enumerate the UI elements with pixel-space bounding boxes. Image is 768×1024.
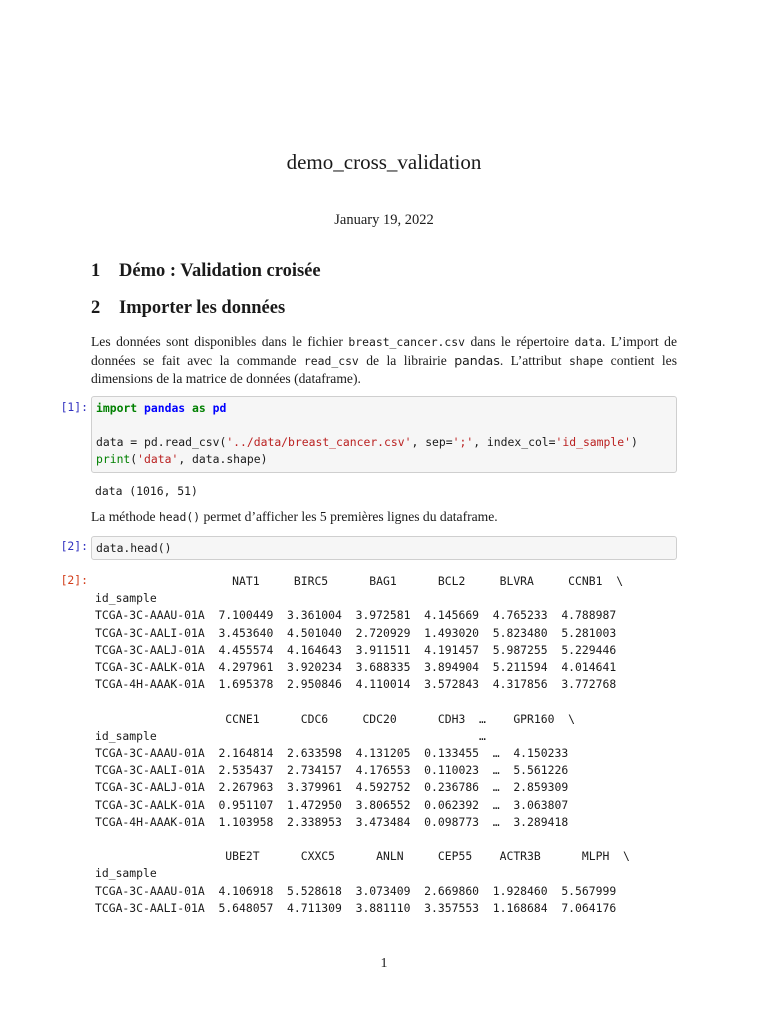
text: permet d’afficher les 5 premières lignes du dataframe. [200, 509, 498, 524]
output-line: TCGA-3C-AAAU-01A 4.106918 5.528618 3.073409 2.669860 1.928460 5.567999 [95, 883, 617, 898]
code-cell-2[interactable] [91, 536, 677, 560]
output-line: TCGA-3C-AAAU-01A 7.100449 3.361004 3.972581 4.145669 4.765233 4.788987 [95, 608, 617, 623]
text: La méthode [91, 509, 159, 524]
section-title: Importer les données [119, 298, 286, 318]
module-name: pandas [144, 401, 186, 415]
code-text: , index_col= [473, 435, 556, 449]
code-block [92, 397, 676, 471]
bold-text: pandas [454, 352, 500, 368]
output-line: TCGA-3C-AALI-01A 3.453640 4.501040 2.720929 1.493020 5.823480 5.281003 [95, 625, 617, 640]
output-line: NAT1 BIRC5 BAG1 BCL2 BLVRA CCNB1 \ [95, 574, 624, 588]
intro-paragraph [91, 333, 677, 389]
builtin-function: print [96, 452, 131, 466]
string-literal: ';' [452, 435, 474, 449]
output-line: CCNE1 CDC6 CDC20 CDH3 … GPR160 \ [95, 711, 576, 726]
string-literal: 'id_sample' [555, 435, 631, 449]
inline-code: read_csv [303, 353, 359, 368]
document-title: demo_cross_validation [286, 150, 482, 174]
output-line: id_sample [95, 866, 157, 881]
string-literal: 'data' [137, 452, 179, 466]
string-literal: '../data/breast_cancer.csv' [226, 435, 412, 449]
inline-code: breast_cancer.csv [348, 335, 465, 349]
output-line: TCGA-3C-AALJ-01A 4.455574 4.164643 3.911511 4.191457 5.987255 5.229446 [95, 642, 617, 657]
code-text: data = pd.read_csv( [96, 435, 227, 449]
output-line: TCGA-4H-AAAK-01A 1.695378 2.950846 4.110014 3.572843 4.317856 3.772768 [95, 677, 617, 692]
output-line: id_sample [95, 591, 157, 606]
text: . L’attribut [499, 352, 569, 368]
inline-code: data [574, 335, 602, 349]
section-number: 1 [91, 261, 101, 281]
head-paragraph [91, 509, 498, 525]
output-line: TCGA-3C-AALI-01A 5.648057 4.711309 3.881110 3.357553 1.168684 7.064176 [95, 900, 617, 915]
input-prompt: [2]: [60, 539, 88, 553]
output-line: TCGA-3C-AAAU-01A 2.164814 2.633598 4.131205 0.133455 … 4.150233 [95, 746, 569, 761]
document-date: January 19, 2022 [334, 212, 434, 228]
inline-code: shape [568, 353, 604, 368]
section-title: Démo : Validation croisée [119, 261, 321, 281]
text: contient les dimensions de la matrice de données (dataframe). [91, 352, 677, 386]
page-number: 1 [380, 956, 388, 971]
text: Les données sont disponibles dans le fichier [91, 334, 349, 349]
code-text: ) [630, 435, 638, 449]
output-line: TCGA-3C-AALI-01A 2.535437 2.734157 4.176553 0.110023 … 5.561226 [95, 763, 569, 778]
code-block: data.head() [96, 541, 172, 555]
text: de la librairie [358, 352, 455, 368]
output-line: id_sample … [95, 728, 486, 743]
section-number: 2 [91, 298, 101, 318]
section-heading-2 [91, 298, 285, 319]
dataframe-output [95, 573, 630, 917]
output-line: TCGA-3C-AALK-01A 0.951107 1.472950 3.806552 0.062392 … 3.063807 [95, 797, 569, 812]
text: dans le répertoire [465, 334, 575, 349]
code-text: , data.shape) [178, 452, 268, 466]
cell-output-1: data (1016, 51) [95, 484, 198, 498]
output-prompt: [2]: [60, 573, 88, 587]
section-heading-1 [91, 261, 321, 282]
module-name: pd [212, 401, 227, 415]
inline-code: head() [158, 510, 201, 524]
keyword: import [96, 401, 138, 415]
code-text: ( [130, 452, 138, 466]
output-line: TCGA-4H-AAAK-01A 1.103958 2.338953 3.473484 0.098773 … 3.289418 [95, 814, 569, 829]
output-line: TCGA-3C-AALK-01A 4.297961 3.920234 3.688335 3.894904 5.211594 4.014641 [95, 660, 617, 675]
text: . L’import de données se fait avec la commande [91, 334, 678, 368]
output-line: UBE2T CXXC5 ANLN CEP55 ACTR3B MLPH \ [95, 849, 630, 864]
input-prompt: [1]: [60, 400, 88, 414]
code-text: , sep= [411, 435, 453, 449]
code-cell-1[interactable] [91, 396, 677, 473]
keyword: as [192, 401, 206, 415]
output-line: TCGA-3C-AALJ-01A 2.267963 3.379961 4.592752 0.236786 … 2.859309 [95, 780, 569, 795]
